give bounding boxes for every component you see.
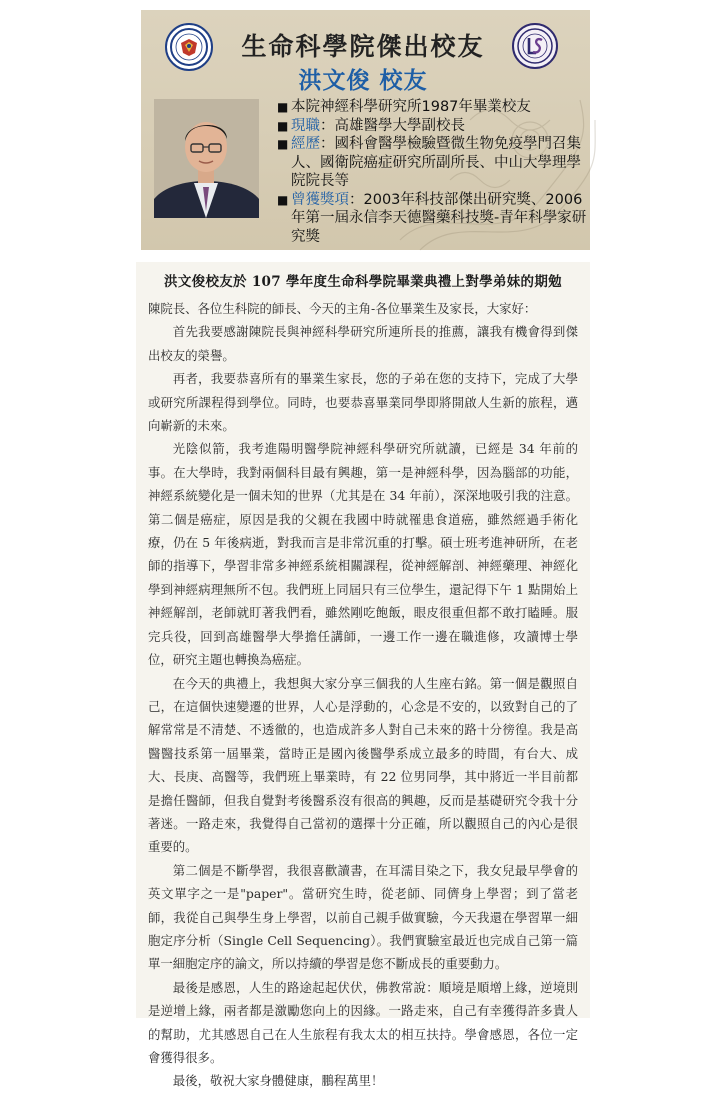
bio-label-current-position: 現職 xyxy=(291,117,320,134)
article-body xyxy=(148,297,578,1093)
bio-text: ：國科會醫學檢驗暨微生物免疫學門召集人、國衛院癌症研究所副所長、中山大學理學院院長等 xyxy=(291,136,581,189)
article-title: 洪文俊校友於 107 學年度生命科學院畢業典禮上對學弟妹的期勉 xyxy=(164,274,562,290)
bio-item xyxy=(277,117,587,136)
bio-text: ：高雄醫學大學副校長 xyxy=(320,117,465,134)
bio-item xyxy=(277,98,587,117)
article-paragraph: 光陰似箭，我考進陽明醫學院神經科學研究所就讀，已經是 34 年前的事。在大學時，我對兩個科目最有興趣，第一是神經科學，因為腦部的功能，神經系統變化是一個未知的世界（尤其是在 34 年前），深深地吸引我的注意。第二個是癌症，原因是我的父親在我國中時就罹患食道癌，雖然經過手術化療，仍在 5 年後病逝，對我而言是非常沉重的打擊。碩士班考進神研所，在老師的指導下，學習非常多神經系統相關課程，從神經解剖、神經藥理、神經化學到神經病理無所不包。我們班上同屆只有三位學生，還記得下午 1 點開始上神經解剖，老師就盯著我們看，雖然剛吃飽飯，眼皮很重但都不敢打瞌睡。服完兵役，回到高雄醫學大學擔任講師，一邊工作一邊在職進修，攻讀博士學位，研究主題也轉換為癌症。 xyxy=(148,441,578,668)
article-paragraph: 在今天的典禮上，我想與大家分享三個我的人生座右銘。第一個是觀照自己，在這個快速變遷的世界，人心是浮動的，心念是不安的，以致對自己的了解常常是不清楚、不透徹的，也造成許多人對自己未來的路十分徬徨。我是高醫醫技系第一屆畢業，當時正是國內後醫學系成立最多的時間，有台大、成大、長庚、高醫等，我們班上畢業時，有 22 位男同學，其中將近一半目前都是擔任醫師，但我自覺對考後醫系沒有很高的興趣，反而是基礎研究令我十分著迷。一路走來，我覺得自己當初的選擇十分正確，所以觀照自己的內心是很重要的。 xyxy=(148,675,578,855)
closing-paragraph: 最後，敬祝大家身體健康，鵬程萬里！ xyxy=(172,1073,384,1089)
bio-label-experience: 經歷 xyxy=(291,136,320,152)
article-paragraph: 第二個是不斷學習，我很喜歡讀書，在耳濡目染之下，我女兒最早學會的英文單字之一是"paper"。當研究生時，從老師、同儕身上學習；到了當老師，我從自己與學生身上學習，以前自己親手做實驗，今天我還在學習單一細胞定序分析（Single Cell Sequencing）。我們實驗室最近也完成自己第一篇單一細胞定序的論文，所以持續的學習是您不斷成長的重要動力。 xyxy=(148,862,578,972)
bio-text: 本院神經科學研究所1987年畢業校友 xyxy=(291,99,531,115)
alumni-banner xyxy=(141,10,590,250)
college-emblem-icon xyxy=(512,23,558,69)
square-bullet-icon: ■ xyxy=(277,192,289,207)
portrait-photo xyxy=(154,99,259,218)
article-paragraph: 最後是感恩，人生的路途起起伏伏，佛教常說：順境是順增上緣，逆境則是逆增上緣，兩者都是激勵您向上的因緣。一路走來，自己有幸獲得許多貴人的幫助，尤其感恩自己在人生旅程有我太太的相互扶持。學會感恩，各位一定會獲得很多。 xyxy=(148,979,578,1065)
alumnus-bio xyxy=(277,98,587,246)
salutation-paragraph: 陳院長、各位生科院的師長、今天的主角-各位畢業生及家長，大家好： xyxy=(148,301,537,316)
article-paragraph: 再者，我要恭喜所有的畢業生家長，您的子弟在您的支持下，完成了大學或研究所課程得到學位。同時，也要恭喜畢業同學即將開啟人生新的旅程，邁向嶄新的未來。 xyxy=(148,371,578,434)
university-emblem-icon xyxy=(165,23,213,71)
square-bullet-icon: ■ xyxy=(277,137,289,151)
square-bullet-icon: ■ xyxy=(277,100,289,114)
alumnus-name: 洪文俊 校友 xyxy=(298,68,428,94)
article-paragraph: 首先我要感謝陳院長與神經科學研究所連所長的推薦，讓我有機會得到傑出校友的榮譽。 xyxy=(148,324,578,363)
bio-item xyxy=(277,135,587,191)
bio-label-awards: 曾獲獎項 xyxy=(291,191,349,208)
bio-text: ：2003年科技部傑出研究獎、2006年第一屆永信李天德醫藥科技獎-青年科學家研究獎 xyxy=(291,191,587,245)
square-bullet-icon: ■ xyxy=(277,118,289,133)
banner-title: 生命科學院傑出校友 xyxy=(241,32,485,61)
speech-article xyxy=(136,262,590,1089)
bio-item xyxy=(277,191,587,247)
